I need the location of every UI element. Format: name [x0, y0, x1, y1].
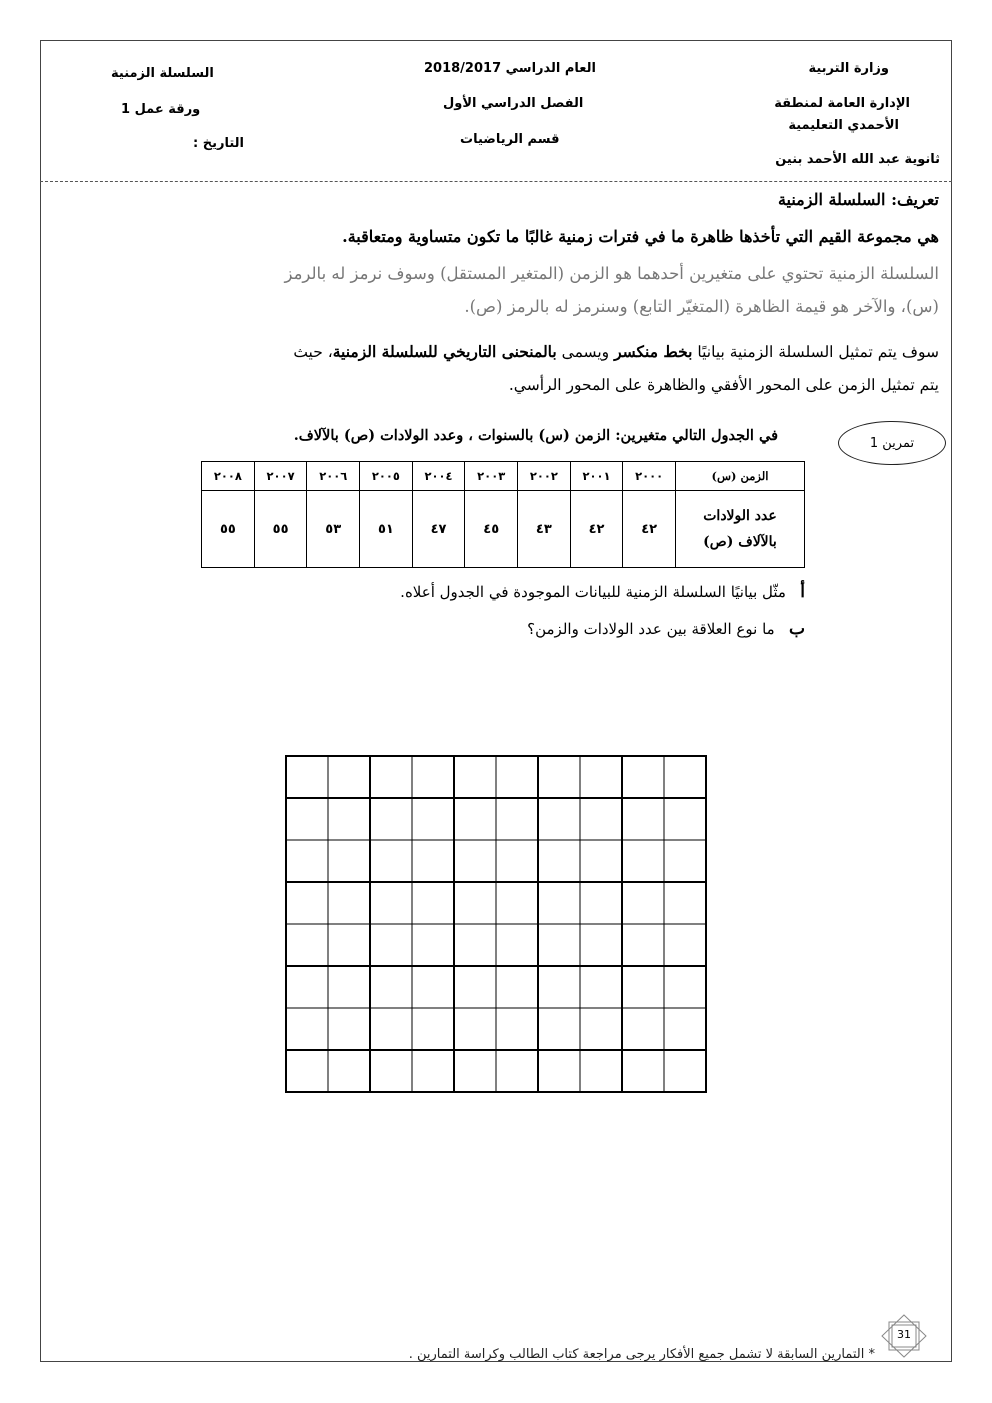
exercise-label: تمرين 1: [869, 435, 915, 451]
directorate-line2: الأحمدي التعليمية: [788, 118, 899, 133]
table-cell-year: ٢٠٠٢: [518, 462, 571, 491]
question-a-marker: أ: [800, 582, 805, 602]
table-header-time: الزمن (س): [676, 462, 805, 491]
exercise-intro: في الجدول التالي متغيرين: الزمن (س) بالسنوات ، وعدد الولادات (ص) بالآلاف.: [293, 427, 778, 444]
table-cell-year: ٢٠٠٤: [412, 462, 465, 491]
blank-graph-grid: [285, 755, 707, 1093]
academic-year: العام الدراسي 2018/2017: [424, 61, 596, 76]
question-b-text: ما نوع العلاقة بين عدد الولادات والزمن؟: [527, 620, 775, 638]
page-number: 31: [897, 1328, 911, 1341]
table-cell-births: ٤٧: [412, 491, 465, 568]
table-cell-births: ٤٥: [465, 491, 518, 568]
graph-text-e: ، حيث: [293, 343, 333, 361]
table-cell-year: ٢٠٠٨: [202, 462, 255, 491]
graph-explanation-line2: يتم تمثيل الزمن على المحور الأفقي والظاهرة على المحور الرأسي.: [508, 376, 939, 394]
definition-bold-text: هي مجموعة القيم التي تأخذها ظاهرة ما في فترات زمنية غالبًا ما تكون متساوية ومتعاقبة.: [342, 227, 939, 246]
table-row-years: [202, 462, 805, 491]
table-cell-year: ٢٠٠٥: [360, 462, 413, 491]
worksheet-number: ورقة عمل 1: [121, 102, 201, 117]
births-header-line2: بالآلاف (ص): [703, 534, 777, 550]
date-label: التاريخ :: [193, 136, 244, 151]
table-cell-year: ٢٠٠١: [570, 462, 623, 491]
table-row-births: [202, 491, 805, 568]
table-cell-year: ٢٠٠٣: [465, 462, 518, 491]
definition-title: تعريف: السلسلة الزمنية: [777, 190, 939, 209]
graph-text-bold-broken-line: بخط منكسر: [614, 342, 693, 361]
department: قسم الرياضيات: [460, 132, 560, 147]
table-cell-births: ٥٣: [307, 491, 360, 568]
table-cell-births: ٤٢: [623, 491, 676, 568]
table-cell-births: ٤٢: [570, 491, 623, 568]
table-cell-births: ٥١: [360, 491, 413, 568]
table-cell-births: ٥٥: [254, 491, 307, 568]
table-cell-year: ٢٠٠٧: [254, 462, 307, 491]
footer-note: * التمارين السابقة لا تشمل جميع الأفكار يرجى مراجعة كتاب الطالب وكراسة التمارين .: [408, 1347, 875, 1362]
graph-text-bold-historical-curve: بالمنحنى التاريخي للسلسلة الزمنية: [332, 342, 557, 361]
births-header-line1: عدد الولادات: [703, 508, 777, 524]
table-cell-births: ٤٣: [518, 491, 571, 568]
table-cell-year: ٢٠٠٠: [623, 462, 676, 491]
graph-explanation-line1: [293, 342, 939, 361]
table-header-births: [676, 491, 805, 568]
header-separator: [40, 181, 952, 182]
graph-text-a: سوف يتم تمثيل السلسلة الزمنية بيانيًا: [692, 343, 939, 361]
question-b-marker: ب: [788, 619, 805, 639]
definition-gray-line2: (س)، والآخر هو قيمة الظاهرة (المتغيّر التابع) وسنرمز له بالرمز (ص).: [464, 297, 939, 316]
question-a-text: مثّل بيانيًا السلسلة الزمنية للبيانات الموجودة في الجدول أعلاه.: [400, 583, 786, 601]
table-cell-year: ٢٠٠٦: [307, 462, 360, 491]
topic-title: السلسلة الزمنية: [111, 66, 214, 81]
directorate-line1: الإدارة العامة لمنطقة: [774, 96, 910, 111]
semester: الفصل الدراسي الأول: [443, 96, 584, 111]
table-cell-births: ٥٥: [202, 491, 255, 568]
exercise-label-oval: [838, 421, 946, 465]
question-b: [527, 619, 805, 639]
data-table: [201, 461, 805, 568]
question-a: [400, 582, 805, 602]
school-name: ثانوية عبد الله الأحمد بنين: [775, 152, 940, 167]
ministry-name: وزارة التربية: [808, 61, 889, 76]
graph-text-c: ويسمى: [556, 343, 615, 361]
definition-gray-line1: السلسلة الزمنية تحتوي على متغيرين أحدهما هو الزمن (المتغير المستقل) وسوف نرمز له بالرمز: [284, 264, 939, 283]
